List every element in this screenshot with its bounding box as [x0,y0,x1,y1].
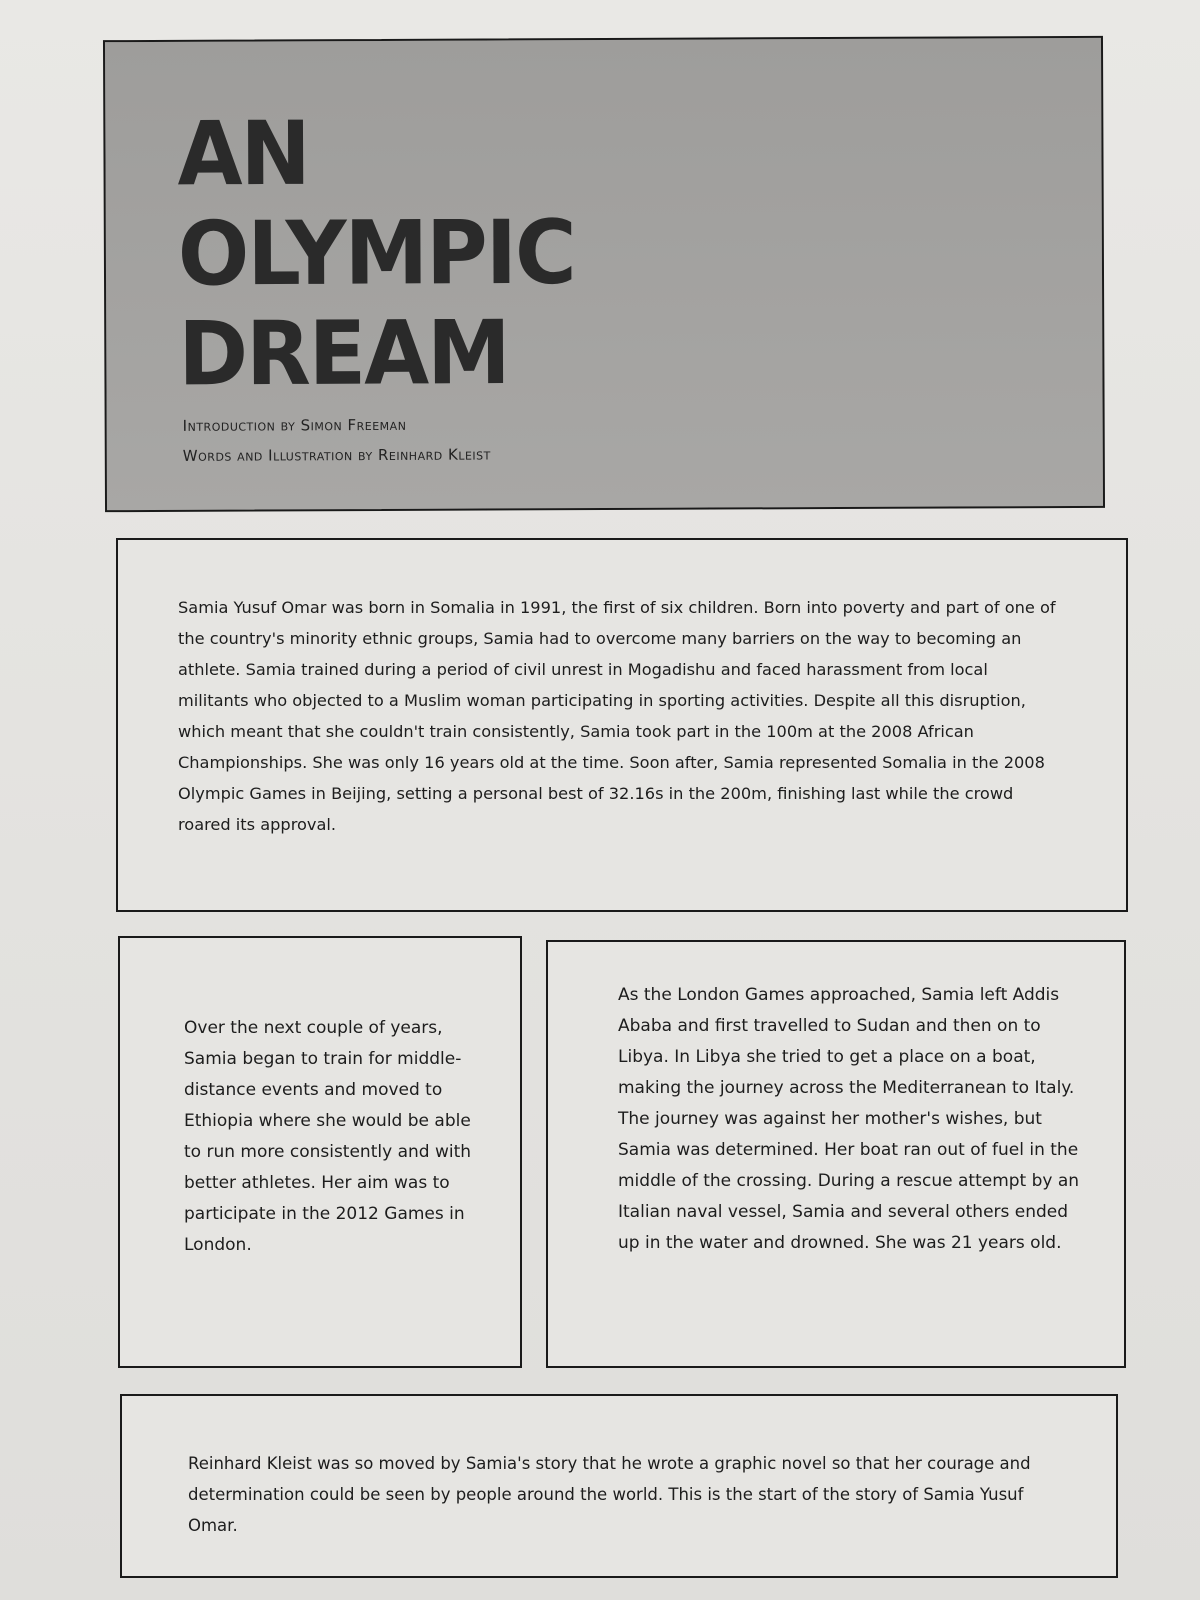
journey-panel [546,940,1126,1368]
journey-paragraph: As the London Games approached, Samia left Addis Ababa and first travelled to Sudan and then on to Libya. In Libya she tried to get a place on a boat, making the journey across the Mediterranean to Italy. The journey was against her mother's wishes, but Samia was determined. Her boat ran out of fuel in the middle of the crossing. During a rescue attempt by an Italian naval vessel, Samia and several others ended up in the water and drowned. She was 21 years old. [618,985,1080,1253]
words-illustration-credit: Words and Illustration by Reinhard Kleist [182,445,491,465]
intro-paragraph: Samia Yusuf Omar was born in Somalia in 1991, the first of six children. Born into poverty and part of one of the country's minority ethnic groups, Samia had to overcome many barriers on the way to becoming an athlete. Samia trained during a period of civil unrest in Mogadishu and faced harassment from local militants who objected to a Muslim woman participating in sporting activities. Despite all this disruption, which meant that she couldn't train consistently, Samia took part in the 100m at the 2008 African Championships. She was only 16 years old at the time. Soon after, Samia represented Somalia in the 2008 Olympic Games in Beijing, setting a personal best of 32.16s in the 200m, finishing last while the crowd roared its approval. [178,598,1056,834]
intro-panel [116,538,1128,912]
title-line-2: OLYMPIC [177,200,575,306]
author-panel [120,1394,1118,1578]
title-line-3: DREAM [178,301,509,406]
training-panel [118,936,522,1368]
author-paragraph: Reinhard Kleist was so moved by Samia's story that he wrote a graphic novel so that her courage and determination could be seen by people around the world. This is the start of the story of Samia Yusuf Omar. [188,1454,1031,1535]
title-panel [103,36,1105,512]
title-line-1: AN [177,101,310,206]
training-paragraph: Over the next couple of years, Samia began to train for middle-distance events and moved to Ethiopia where she would be able to run more consistently and with better athletes. Her aim was to participate in the 2012 Games in London. [184,1018,472,1255]
introduction-credit: Introduction by Simon Freeman [182,415,407,435]
